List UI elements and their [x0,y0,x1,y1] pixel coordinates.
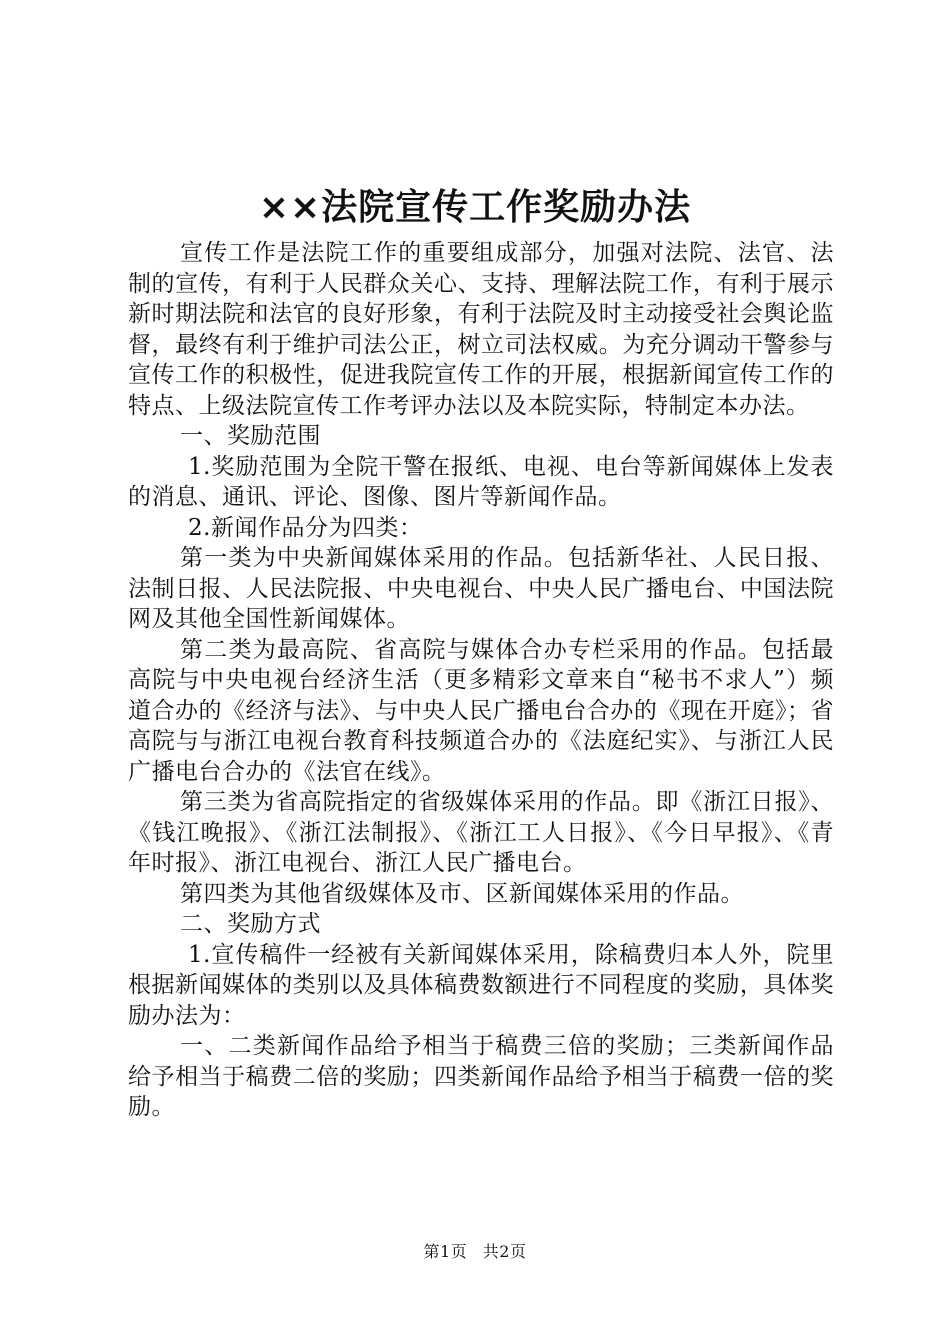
intro-paragraph: 宣传工作是法院工作的重要组成部分，加强对法院、法官、法制的宣传，有利于人民群众关心、支持、理解法院工作，有利于展示新时期法院和法官的良好形象，有利于法院及时主动接受社会舆论监督，最终有利于维护司法公正，树立司法权威。为充分调动干警参与宣传工作的积极性，促进我院宣传工作的开展，根据新闻宣传工作的特点、上级法院宣传工作考评办法以及本院实际，特制定本办法。 [128,240,834,419]
category-3-paragraph: 第三类为省高院指定的省级媒体采用的作品。即《浙江日报》、《钱江晚报》、《浙江法制报》、《浙江工人日报》、《今日早报》、《青年时报》、浙江电视台、浙江人民广播电台。 [128,789,834,876]
section-heading-method: 二、奖励方式 [180,911,321,937]
reward-rates-paragraph: 一、二类新闻作品给予相当于稿费三倍的奖励；三类新闻作品给予相当于稿费二倍的奖励；四类新闻作品给予相当于稿费一倍的奖励。 [128,1033,834,1120]
category-2-paragraph: 第二类为最高院、省高院与媒体合办专栏采用的作品。包括最高院与中央电视台经济生活（更多精彩文章来自“秘书不求人”）频道合办的《经济与法》、与中央人民广播电台合办的《现在开庭》；省高院与与浙江电视台教育科技频道合办的《法庭纪实》、与浙江人民广播电台合办的《法官在线》。 [128,636,834,785]
document-title: ××法院宣传工作奖励办法 [258,187,692,228]
page-number: 第1页 [423,1242,468,1261]
category-4-paragraph: 第四类为其他省级媒体及市、区新闻媒体采用的作品。 [180,880,744,907]
section-heading-scope: 一、奖励范围 [180,423,321,449]
scope-item-1: 1.奖励范围为全院干警在报纸、电视、电台等新闻媒体上发表的消息、通讯、评论、图像、图片等新闻作品。 [128,453,834,510]
document-body [128,238,834,1123]
page-total: 共2页 [482,1242,527,1261]
page-footer [0,1242,950,1262]
method-item-1: 1.宣传稿件一经被有关新闻媒体采用，除稿费归本人外，院里根据新闻媒体的类别以及具体稿费数额进行不同程度的奖励，具体奖励办法为： [128,941,834,1029]
scope-item-2: 2.新闻作品分为四类： [188,514,423,541]
category-1-paragraph: 第一类为中央新闻媒体采用的作品。包括新华社、人民日报、法制日报、人民法院报、中央电视台、中央人民广播电台、中国法院网及其他全国性新闻媒体。 [128,545,834,632]
